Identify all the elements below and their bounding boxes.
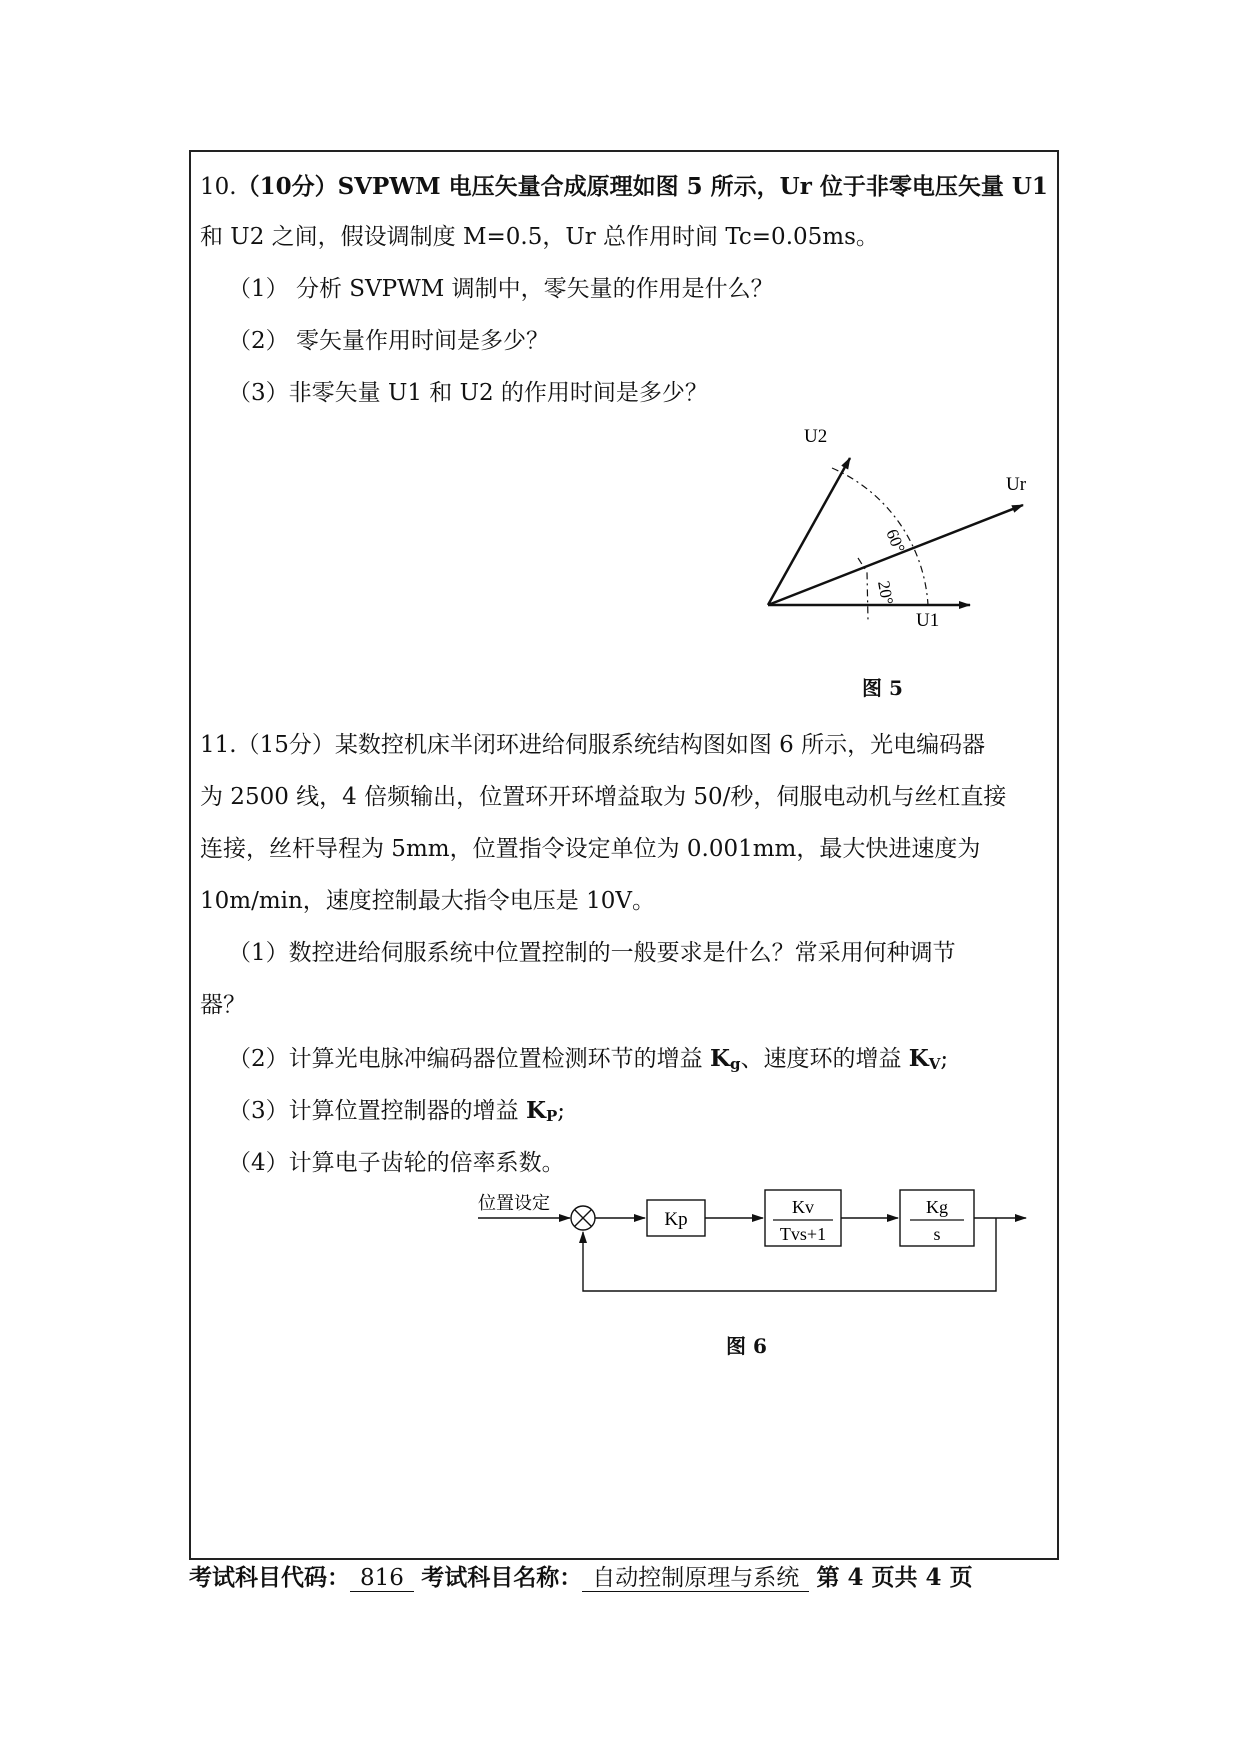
footer-page-info: 第 4 页共 4 页 [816,1564,973,1591]
q11-sub2-text: （2）计算光电脉冲编码器位置检测环节的增益 [228,1046,710,1072]
kg-symbol: K [709,1045,730,1072]
angle-60-label: 60° [882,526,909,556]
page-footer [189,1563,973,1593]
figure-6-block-diagram [470,1185,1030,1305]
footer-code-value: 816 [350,1565,414,1592]
u2-label: U2 [804,426,828,447]
q10-stem-line1: SVPWM 电压矢量合成原理如图 5 所示，Ur 位于非零电压矢量 U1 [337,173,1048,200]
q11-line1 [200,730,985,760]
kp-block-label: Kp [664,1209,688,1230]
angle-20-label: 20° [874,579,897,607]
q11-sub3 [228,1096,565,1131]
q11-sub3-text: （3）计算位置控制器的增益 [228,1098,526,1124]
kv-block-numerator: Kv [792,1197,814,1217]
summing-junction [571,1206,595,1230]
kg-block-numerator: Kg [926,1197,948,1217]
kv-symbol: K [908,1045,929,1072]
q11-stem-line3: 连接，丝杆导程为 5mm，位置指令设定单位为 0.001mm，最大快进速度为 [200,836,981,862]
footer-name-label: 考试科目名称： [421,1564,583,1591]
q10-number: 10. [200,174,237,200]
u1-label: U1 [916,610,940,631]
q11-sub1-line2: 器？ [200,992,246,1018]
footer-code-label: 考试科目代码： [189,1564,350,1591]
q11-stem-line2: 为 2500 线，4 倍频输出，位置环开环增益取为 50/秒，伺服电动机与丝杠直接 [200,784,1007,810]
figure-5-vector-diagram [740,420,1040,640]
q10-sub3: （3）非零矢量 U1 和 U2 的作用时间是多少？ [228,380,708,406]
input-label: 位置设定 [478,1193,550,1213]
footer-name-value: 自动控制原理与系统 [582,1565,809,1592]
q11-sub1-line1: （1）数控进给伺服系统中位置控制的一般要求是什么？常采用何种调节 [228,940,956,966]
q11-sub2-mid: 、速度环的增益 [740,1046,909,1072]
q11-sub3-end: ; [557,1098,565,1124]
kg-block-denominator: s [933,1224,941,1244]
q11-sub2-end: ; [940,1046,949,1072]
kg-subscript: g [729,1055,741,1073]
figure-5-caption: 图 5 [862,676,903,700]
q11-number: 11. [200,732,237,758]
q11-sub4: （4）计算电子齿轮的倍率系数。 [228,1150,565,1176]
q10-sub2: （2） 零矢量作用时间是多少？ [228,328,549,354]
q10-sub1: （1） 分析 SVPWM 调制中，零矢量的作用是什么？ [228,276,774,302]
kv-block-denominator: Tvs+1 [779,1224,827,1244]
q11-stem-line1: 某数控机床半闭环进给伺服系统结构图如图 6 所示，光电编码器 [334,732,986,758]
q11-stem-line4: 10m/min，速度控制最大指令电压是 10V。 [200,888,655,914]
q10-stem-line2: 和 U2 之间，假设调制度 M=0.5，Ur 总作用时间 Tc=0.05ms。 [200,224,879,250]
kp-subscript: P [545,1107,558,1125]
figure-6-caption: 图 6 [726,1334,767,1358]
ur-label: Ur [1006,474,1027,495]
kp-symbol: K [525,1097,546,1124]
q11-sub2 [228,1044,948,1079]
kv-subscript: V [928,1055,941,1073]
q10-points: （10分） [236,173,338,200]
u2-vector [768,458,850,605]
q10-line1 [200,172,1048,202]
q11-points: （15分） [236,732,335,758]
